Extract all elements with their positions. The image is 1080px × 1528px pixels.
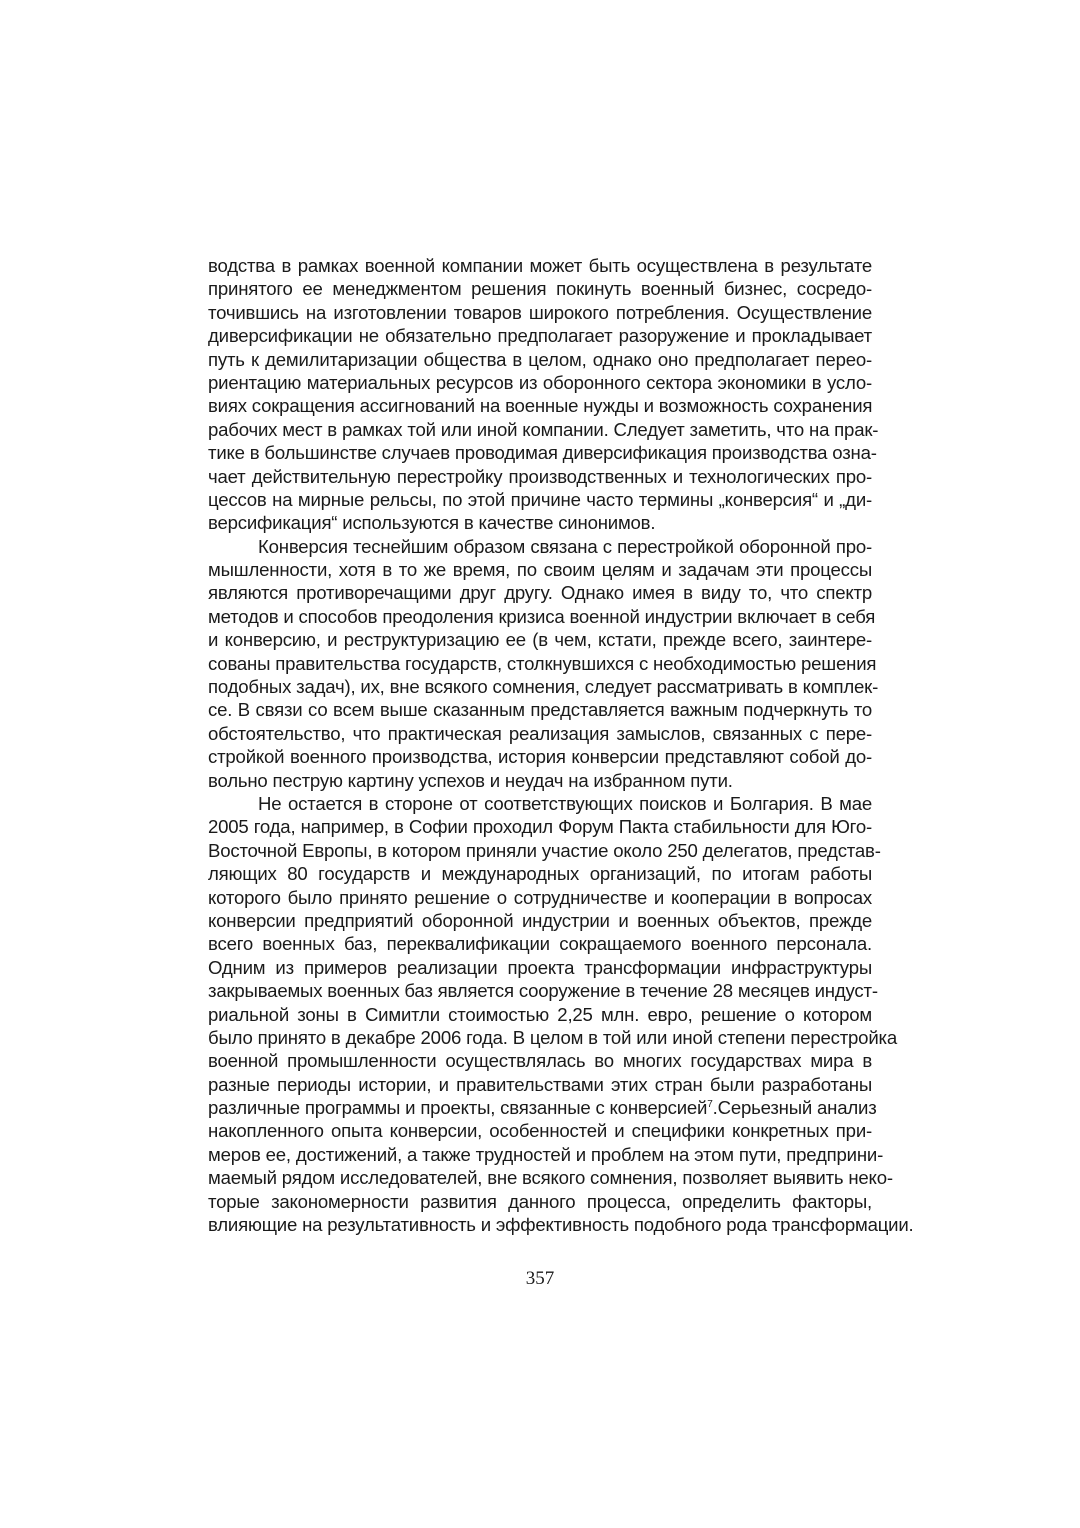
- page-number: 357: [525, 1268, 555, 1289]
- text-line: риентацию материальных ресурсов из оборонного сектора экономики в усло-: [208, 371, 872, 393]
- text-line: закрываемых военных баз является сооружение в течение 28 месяцев индуст-: [208, 980, 878, 1002]
- footnote-line-after: .Серьезный анализ: [712, 1097, 877, 1119]
- text-line: путь к демилитаризации общества в целом, однако оно предполагает перео-: [208, 348, 872, 370]
- text-line: цессов на мирные рельсы, по этой причине часто термины „конверсия“ и „ди-: [208, 488, 872, 510]
- text-line: се. В связи со всем выше сказанным представляется важным подчеркнуть то: [208, 699, 872, 721]
- paragraph-1: [208, 254, 879, 535]
- text-line: мышленности, хотя в то же время, по своим целям и задачам эти процессы: [208, 559, 872, 581]
- paragraph-3: [208, 792, 914, 1236]
- text-line: стройкой военного производства, история конверсии представляют собой до-: [208, 746, 872, 768]
- footnote-line-before: различные программы и проекты, связанные с конверсией: [208, 1097, 708, 1119]
- paragraph-2: [208, 535, 879, 792]
- text-line: обстоятельство, что практическая реализация замыслов, связанных с пере-: [208, 722, 872, 744]
- text-line: чает действительную перестройку производственных и технологических про-: [208, 465, 872, 487]
- text-line: вольно пеструю картину успехов и неудач на избранном пути.: [208, 769, 733, 791]
- text-line: точившись на изготовлении товаров широкого потребления. Осуществление: [208, 301, 872, 323]
- text-line: сованы правительства государств, столкнувшихся с необходимостью решения: [208, 652, 877, 674]
- text-line: подобных задач), их, вне всякого сомнения, следует рассматривать в комплек-: [208, 676, 879, 698]
- text-line: принятого ее менеджментом решения покинуть военный бизнес, сосредо-: [208, 278, 872, 300]
- text-line: конверсии предприятий оборонной индустрии и военных объектов, прежде: [208, 909, 872, 931]
- text-line: торые закономерности развития данного процесса, определить факторы,: [208, 1190, 872, 1212]
- text-line: виях сокращения ассигнований на военные нужды и возможность сохранения: [208, 395, 873, 417]
- text-line: которого было принято решение о сотрудничестве и кооперации в вопросах: [208, 886, 872, 908]
- text-line: Одним из примеров реализации проекта трансформации инфраструктуры: [208, 956, 872, 978]
- text-line: ляющих 80 государств и международных организаций, по итогам работы: [208, 863, 872, 885]
- footnote-text-line: [208, 1096, 877, 1119]
- text-line: влияющие на результативность и эффективность подобного рода трансформации.: [208, 1214, 914, 1236]
- text-line: Не остается в стороне от соответствующих поисков и Болгария. В мае: [258, 792, 872, 814]
- text-line: Восточной Европы, в котором приняли участие около 250 делегатов, представ-: [208, 839, 881, 861]
- text-line: накопленного опыта конверсии, особенностей и специфики конкретных при-: [208, 1120, 872, 1142]
- text-line: Конверсия теснейшим образом связана с перестройкой оборонной про-: [258, 535, 872, 557]
- text-line: версификация“ используются в качестве синонимов.: [208, 512, 656, 534]
- text-line: было принято в декабре 2006 года. В целом в той или иной степени перестройка: [208, 1026, 897, 1048]
- text-line: меров ее, достижений, а также трудностей и проблем на этом пути, предприни-: [208, 1143, 884, 1165]
- body-text: [208, 254, 914, 1236]
- text-line: водства в рамках военной компании может быть осуществлена в результате: [208, 255, 872, 276]
- text-line: методов и способов преодоления кризиса военной индустрии включает в себя: [208, 605, 876, 627]
- text-line: диверсификации не обязательно предполагает разоружение и прокладывает: [208, 325, 872, 347]
- text-line: являются противоречащими друг другу. Однако имея в виду то, что спектр: [208, 582, 872, 604]
- text-line: и конверсию, и реструктуризацию ее (в чем, кстати, прежде всего, заинтере-: [208, 629, 872, 651]
- text-line: 2005 года, например, в Софии проходил Форум Пакта стабильности для Юго-: [208, 816, 872, 838]
- text-line: разные периоды истории, и правительствами этих стран были разработаны: [208, 1073, 872, 1095]
- text-line: всего военных баз, переквалификации сокращаемого военного персонала.: [208, 933, 872, 955]
- footnote-marker[interactable]: 7: [707, 1098, 713, 1110]
- text-line: рабочих мест в рамках той или иной компании. Следует заметить, что на прак-: [208, 418, 879, 440]
- text-line: маемый рядом исследователей, вне всякого сомнения, позволяет выявить неко-: [208, 1167, 893, 1189]
- text-line: риальной зоны в Симитли стоимостью 2,25 млн. евро, решение о котором: [208, 1003, 872, 1025]
- text-line: тике в большинстве случаев проводимая диверсификация производства озна-: [208, 442, 877, 464]
- text-line: военной промышленности осуществлялась во многих государствах мира в: [208, 1050, 872, 1072]
